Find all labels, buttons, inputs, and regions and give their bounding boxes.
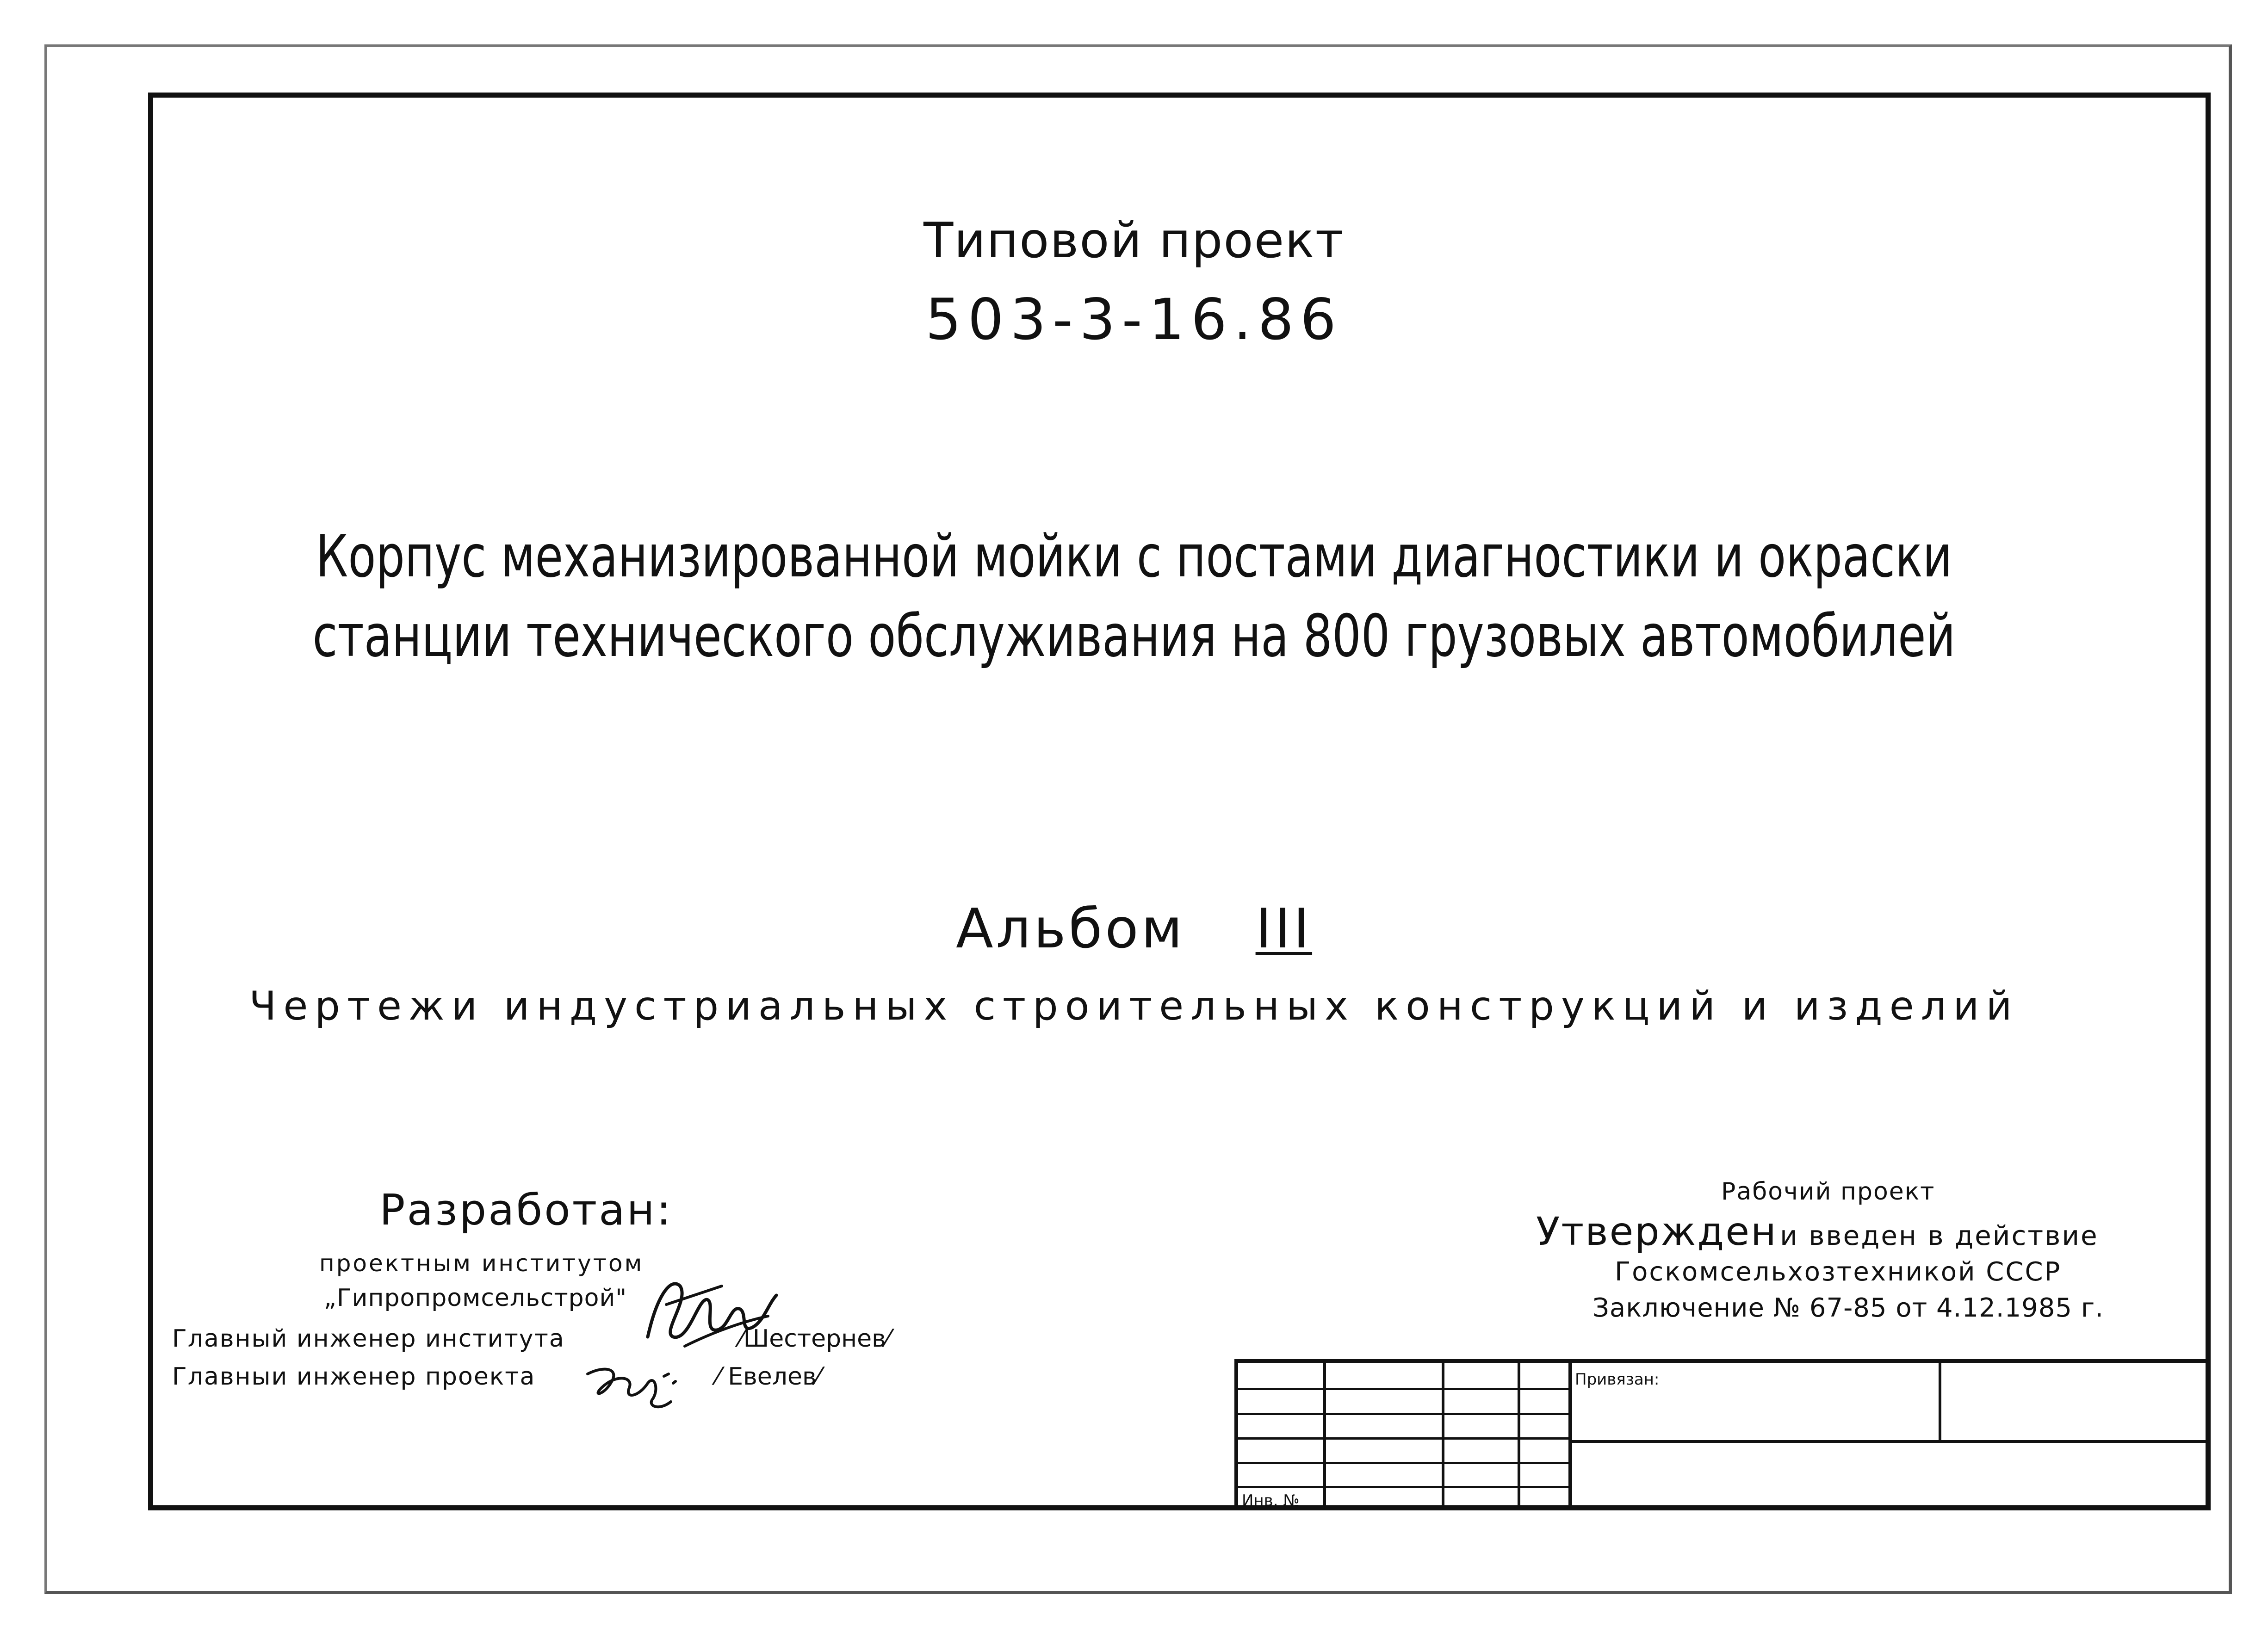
signer-role-2: Главныи инженер проекта [172, 1363, 536, 1391]
developed-by-line: проектным институтом [319, 1250, 644, 1277]
approved-rest: и введен в действие [1780, 1220, 2099, 1251]
title-line-1: Корпус механизированной мойки с постами диагностики и окраски [316, 522, 1952, 590]
tied-label: Привязан: [1575, 1370, 1660, 1389]
signer-name-1-text: Шестернев [743, 1325, 886, 1353]
signer-role-1: Главный инженер института [172, 1325, 565, 1353]
project-number: 503-3-16.86 [925, 287, 1343, 353]
conclusion-reference: Заключение № 67-85 от 4.12.1985 г. [1593, 1293, 2104, 1323]
approved-word: Утвержден [1536, 1209, 1778, 1254]
signature-chief-engineer-institute [629, 1268, 787, 1365]
signature-chief-engineer-project [578, 1355, 689, 1420]
album-label: Альбом [955, 897, 1185, 960]
title-line-2: станции технического обслуживания на 800 грузовых автомобилей [312, 602, 1956, 670]
album-heading [0, 897, 2268, 960]
approving-agency: Госкомсельхозтехникой СССР [1615, 1257, 2062, 1287]
signer-name-2: ⁄ Евелев⁄ [716, 1363, 821, 1391]
institute-name: „Гипропромсельстрой" [324, 1284, 627, 1312]
signer-name-2-text: Евелев [728, 1363, 817, 1391]
signer-name-1: ⁄Шестернев⁄ [739, 1325, 890, 1353]
inventory-number-label: Инв. № [1242, 1491, 1300, 1510]
working-project-label: Рабочий проект [1721, 1178, 1935, 1206]
project-type: Типовой проект [923, 212, 1345, 269]
developed-heading: Разработан: [379, 1185, 673, 1235]
album-numeral: III [1255, 897, 1313, 960]
album-subtitle: Чертежи индустриальных строительных конструкций и изделий [249, 983, 2019, 1029]
approved-line [1536, 1209, 2099, 1254]
